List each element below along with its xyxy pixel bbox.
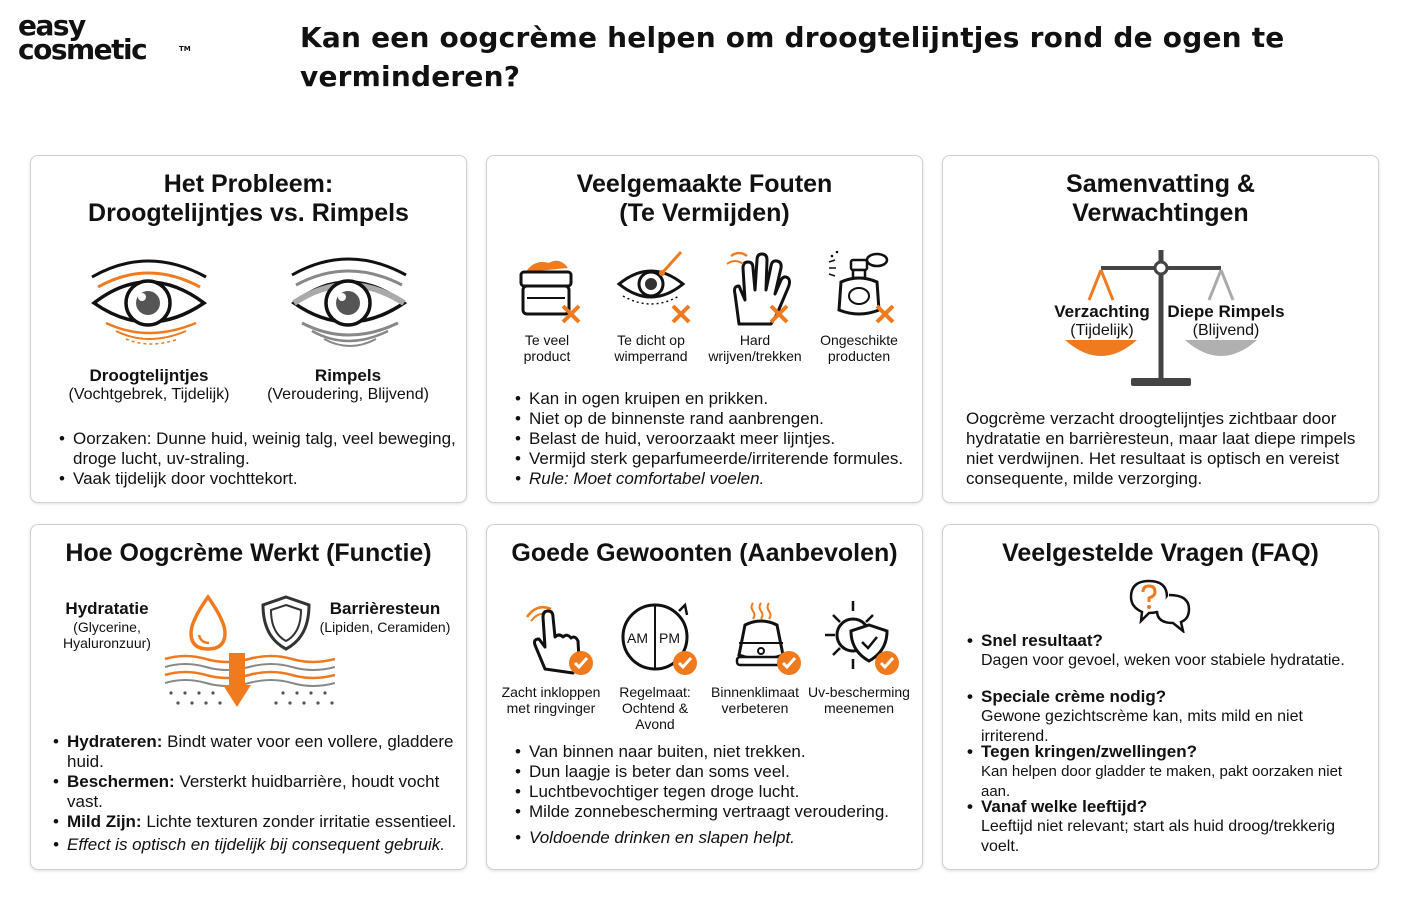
- brand-trademark: TM: [179, 45, 191, 53]
- wrinkles-sub: (Veroudering, Blijvend): [267, 386, 429, 403]
- barrier-name: Barrièresteun: [329, 599, 441, 618]
- habit-label-l2: meenemen: [823, 700, 895, 716]
- bullet-term: Hydrateren:: [67, 732, 163, 751]
- card-mistakes: [486, 155, 923, 503]
- card-summary-title-line1: Samenvatting &: [1066, 170, 1255, 198]
- list-item: • Luchtbevochtiger tegen droge lucht.: [515, 782, 915, 802]
- habit-label-l1: Uv-bescherming: [808, 684, 910, 700]
- barrier-sub: (Lipiden, Ceramiden): [319, 619, 451, 635]
- wrinkles-label: [253, 366, 443, 403]
- eye-applicator-icon: [615, 248, 693, 326]
- hydration-label: [45, 599, 169, 651]
- card-problem-title-line1: Het Probleem:: [163, 170, 334, 198]
- list-item: [53, 812, 461, 832]
- habit-label: [805, 684, 913, 716]
- deep-wrinkles-sub: (Blijvend): [1192, 322, 1260, 339]
- mistake-label: [493, 332, 601, 364]
- tapping-finger-icon: [517, 599, 597, 679]
- mistake-label: [805, 332, 913, 364]
- habit-label-l1: Regelmaat:: [619, 684, 691, 700]
- shield-icon: [259, 593, 313, 653]
- softening-name: Verzachting: [1054, 302, 1150, 321]
- habit-label-l2: Ochtend & Avond: [621, 700, 689, 732]
- mistake-label-l1: Hard: [739, 332, 771, 348]
- card-faq: [942, 524, 1379, 870]
- pm-label: PM: [659, 630, 680, 646]
- card-problem-title-line2: Droogtelijntjes vs. Rimpels: [88, 199, 409, 227]
- page-title: Kan een oogcrème helpen om droogtelijntjes rond de ogen te verminderen?: [300, 21, 1285, 93]
- list-item: [53, 772, 461, 812]
- perfume-bottle-icon: [827, 248, 901, 326]
- brand-logo-line2: cosmetic: [18, 33, 147, 66]
- bullet-text: Bindt water voor een vollere, gladdere huid.: [67, 732, 454, 771]
- card-mistakes-title: [487, 170, 922, 228]
- list-item: • Van binnen naar buiten, niet trekken.: [515, 742, 915, 762]
- problem-bullets: [59, 429, 459, 489]
- summary-text: Oogcrème verzacht droogtelijntjes zichtbaar door hydratatie en barrièresteun, maar laat diepe rimpels niet verdwijnen. Het resultaat is optisch en vereist consequente, milde verzorging.: [966, 409, 1356, 488]
- function-note: • Effect is optisch en tijdelijk bij consequent gebruik.: [53, 835, 461, 855]
- habit-label-l1: Binnenklimaat: [711, 684, 799, 700]
- faq-answer: Kan helpen door gladder te maken, pakt oorzaken niet aan.: [981, 763, 1343, 800]
- card-problem-title: [31, 170, 466, 228]
- habit-label-l2: met ringvinger: [506, 700, 596, 716]
- mistake-label-l1: Te veel: [524, 332, 570, 348]
- barrier-label: [315, 599, 455, 635]
- deep-wrinkles-name: Diepe Rimpels: [1167, 302, 1285, 321]
- bullet-term: Mild Zijn:: [67, 812, 142, 831]
- faq-question: • Vanaf welke leeftijd?: [967, 797, 1368, 817]
- bullet-text: Lichte texturen zonder irritatie essentieel.: [141, 812, 457, 831]
- mistake-label-l1: Te dicht op: [617, 332, 685, 348]
- faq-question: • Tegen kringen/zwellingen?: [967, 742, 1368, 762]
- faq-item: [967, 742, 1368, 802]
- faq-answer: Gewone gezichtscrème kan, mits mild en niet irriterend.: [981, 708, 1303, 745]
- habit-label: [497, 684, 605, 716]
- eye-wrinkles-icon: [286, 251, 411, 351]
- faq-question: • Snel resultaat?: [967, 631, 1368, 651]
- card-function-title: Hoe Oogcrème Werkt (Functie): [65, 539, 432, 567]
- bullet-text: Versterkt huidbarrière, houdt vocht vast.: [67, 772, 440, 811]
- list-item: • Kan in ogen kruipen en prikken.: [515, 389, 920, 409]
- cream-jar-icon: [515, 254, 587, 326]
- hydration-name: Hydratatie: [65, 599, 149, 618]
- faq-question: • Speciale crème nodig?: [967, 687, 1368, 707]
- mistakes-bullets: [515, 389, 920, 489]
- mistake-label-l2: wrijven/trekken: [708, 348, 802, 364]
- hydration-sub-1: (Glycerine,: [73, 619, 141, 635]
- card-summary-title-line2: Verwachtingen: [1072, 199, 1249, 227]
- card-habits: [486, 524, 923, 870]
- function-bullets: [53, 732, 461, 855]
- dry-lines-name: Droogtelijntjes: [89, 366, 209, 385]
- brand-logo: [18, 9, 191, 70]
- dry-lines-label: [51, 366, 247, 403]
- list-item: • Milde zonnebescherming vertraagt veroudering.: [515, 802, 915, 822]
- mistakes-rule: • Rule: Moet comfortabel voelen.: [515, 469, 920, 489]
- card-habits-title: Goede Gewoonten (Aanbevolen): [511, 539, 898, 567]
- card-mistakes-title-line1: Veelgemaakte Fouten: [576, 170, 833, 198]
- question-bubbles-icon: [1127, 577, 1193, 633]
- eye-dry-lines-icon: [86, 251, 211, 351]
- am-label: AM: [627, 630, 648, 646]
- deep-wrinkles-label: [1163, 302, 1289, 339]
- hydration-sub-2: Hyaluronzuur): [63, 635, 151, 651]
- dry-lines-sub: (Vochtgebrek, Tijdelijk): [68, 386, 230, 403]
- faq-item: [967, 797, 1368, 857]
- mistake-label: [597, 332, 705, 364]
- card-function: [30, 524, 467, 870]
- habit-label: [601, 684, 709, 732]
- card-summary-title: [943, 170, 1378, 228]
- faq-item: [967, 687, 1368, 747]
- mistake-label-l2: product: [523, 348, 571, 364]
- skin-layers-icon: [163, 649, 335, 713]
- mistake-label-l2: wimperrand: [614, 348, 688, 364]
- habits-note: • Voldoende drinken en slapen helpt.: [515, 828, 915, 848]
- rubbing-hand-icon: [725, 250, 797, 328]
- water-drop-icon: [185, 593, 231, 653]
- sun-shield-icon: [821, 597, 905, 679]
- brand-logo-line1: easy: [18, 9, 85, 42]
- list-item: • Oorzaken: Dunne huid, weinig talg, veel beweging, droge lucht, uv-straling.: [59, 429, 459, 469]
- softening-label: [1043, 302, 1161, 339]
- card-mistakes-title-line2: (Te Vermijden): [619, 199, 790, 227]
- faq-item: [967, 631, 1368, 671]
- bullet-term: Beschermen:: [67, 772, 175, 791]
- list-item: • Vaak tijdelijk door vochttekort.: [59, 469, 459, 489]
- habit-label-l2: verbeteren: [721, 700, 789, 716]
- mistake-label: [701, 332, 809, 364]
- softening-sub: (Tijdelijk): [1070, 322, 1134, 339]
- faq-answer: Leeftijd niet relevant; start als huid droog/trekkerig voelt.: [981, 818, 1335, 855]
- faq-answer: Dagen voor gevoel, weken voor stabiele hydratatie.: [981, 652, 1345, 669]
- list-item: • Belast de huid, veroorzaakt meer lijntjes.: [515, 429, 920, 449]
- list-item: • Vermijd sterk geparfumeerde/irriterende formules.: [515, 449, 920, 469]
- humidifier-icon: [727, 597, 803, 679]
- habit-label-l1: Zacht inkloppen: [501, 684, 601, 700]
- list-item: • Dun laagje is beter dan soms veel.: [515, 762, 915, 782]
- card-summary: [942, 155, 1379, 503]
- wrinkles-name: Rimpels: [314, 366, 382, 385]
- list-item: • Niet op de binnenste rand aanbrengen.: [515, 409, 920, 429]
- card-faq-title: Veelgestelde Vragen (FAQ): [1002, 539, 1319, 567]
- card-problem: [30, 155, 467, 503]
- habits-bullets: [515, 742, 915, 848]
- habit-label: [701, 684, 809, 716]
- mistake-label-l2: producten: [827, 348, 891, 364]
- mistake-label-l1: Ongeschikte: [820, 332, 898, 348]
- list-item: [53, 732, 461, 772]
- am-pm-clock-icon: [617, 597, 701, 679]
